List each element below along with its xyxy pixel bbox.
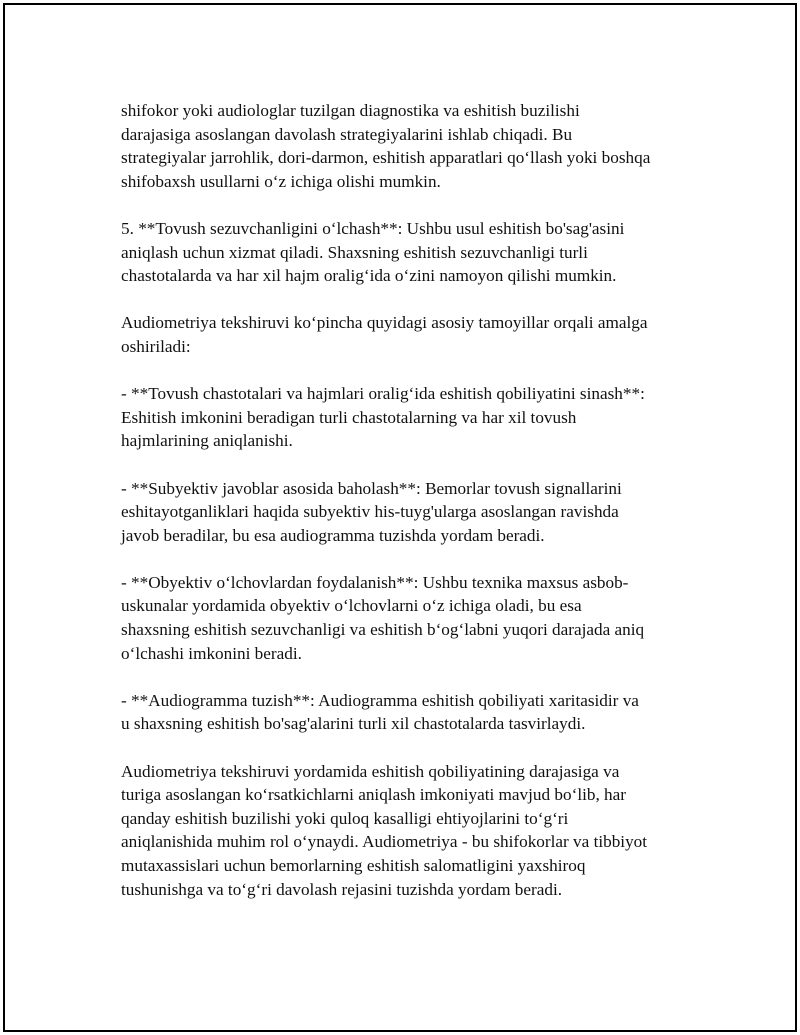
text-line: javob beradilar, bu esa audiogramma tuzishda yordam beradi. [121,525,545,545]
text-line: shaxsning eshitish sezuvchanligi va eshitish b‘og‘labni yuqori darajada aniq [121,620,645,640]
text-line: o‘lchashi imkonini beradi. [121,643,302,663]
text-line: chastotalarda va har xil hajm oralig‘ida o‘zini namoyon qilishi mumkin. [121,266,617,286]
text-line: eshitayotganliklari haqida subyektiv his-tuyg'ularga asoslangan ravishda [121,502,619,522]
text-line: - **Audiogramma tuzish**: Audiogramma eshitish qobiliyati xaritasidir va [121,690,639,710]
paragraph [121,571,711,665]
text-line: turiga asoslangan ko‘rsatkichlarni aniqlash imkoniyati mavjud bo‘lib, har [121,785,627,805]
page-frame [3,3,797,1032]
text-line: Audiometriya tekshiruvi yordamida eshitish qobiliyatining darajasiga va [121,761,620,781]
text-line: strategiyalar jarrohlik, dori-darmon, eshitish apparatlari qo‘llash yoki boshqa [121,148,651,168]
text-line: - **Subyektiv javoblar asosida baholash**: Bemorlar tovush signallarini [121,478,622,498]
text-line: shifokor yoki audiologlar tuzilgan diagnostika va eshitish buzilishi [121,101,580,120]
text-line: hajmlarining aniqlanishi. [121,431,293,451]
text-line: aniqlash uchun xizmat qiladi. Shaxsning eshitish sezuvchanligi turli [121,242,588,262]
document-body [121,99,711,925]
text-line: qanday eshitish buzilishi yoki quloq kasalligi ehtiyojlarini to‘g‘ri [121,808,569,828]
text-line: oshiriladi: [121,336,191,356]
paragraph [121,760,711,902]
paragraph [121,382,711,453]
text-line: Eshitish imkonini beradigan turli chastotalarning va har xil tovush [121,407,577,427]
text-line: - **Tovush chastotalari va hajmlari oralig‘ida eshitish qobiliyatini sinash**: [121,384,645,404]
text-line: Audiometriya tekshiruvi ko‘pincha quyidagi asosiy tamoyillar orqali amalga [121,313,648,333]
text-line: uskunalar yordamida obyektiv o‘lchovlarni o‘z ichiga oladi, bu esa [121,596,582,616]
text-line: aniqlanishida muhim rol o‘ynaydi. Audiometriya - bu shifokorlar va tibbiyot [121,832,648,852]
paragraph [121,99,711,193]
paragraph [121,311,711,358]
paragraph [121,689,711,736]
text-line: 5. **Tovush sezuvchanligini o‘lchash**: Ushbu usul eshitish bo'sag'asini [121,218,625,238]
text-line: darajasiga asoslangan davolash strategiyalarini ishlab chiqadi. Bu [121,124,573,144]
text-line: shifobaxsh usullarni o‘z ichiga olishi mumkin. [121,171,441,191]
text-line: u shaxsning eshitish bo'sag'alarini turli xil chastotalarda tasvirlaydi. [121,714,586,734]
paragraph [121,477,711,548]
text-line: - **Obyektiv o‘lchovlardan foydalanish**: Ushbu texnika maxsus asbob- [121,572,629,592]
paragraph [121,217,711,288]
text-line: mutaxassislari uchun bemorlarning eshitish salomatligini yaxshiroq [121,856,586,875]
text-line: tushunishga va to‘g‘ri davolash rejasini tuzishda yordam beradi. [121,879,563,899]
